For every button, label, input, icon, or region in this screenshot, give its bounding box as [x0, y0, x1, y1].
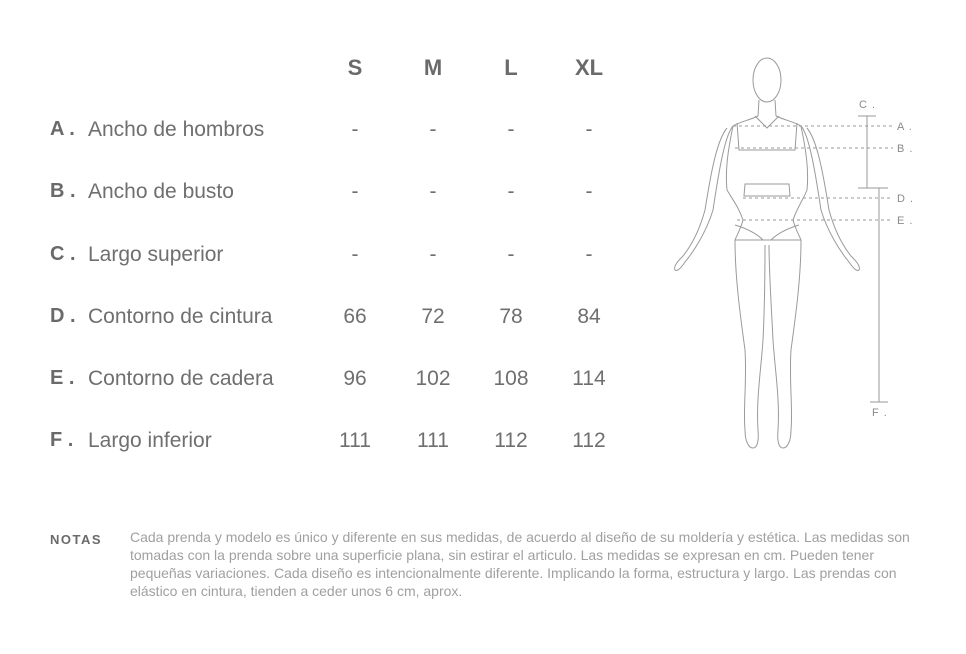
- row-letter: D .: [50, 305, 76, 327]
- figure-left-arm: [675, 126, 733, 271]
- row-label: Ancho de hombros: [88, 118, 265, 141]
- row-label: Largo superior: [88, 243, 224, 266]
- value-xl: -: [585, 180, 593, 203]
- measure-row-f: [0, 429, 640, 459]
- measure-row-a: [0, 118, 640, 148]
- value-s: 111: [339, 429, 371, 452]
- value-s: -: [351, 118, 359, 141]
- value-xl: 84: [577, 305, 601, 328]
- value-s: 66: [343, 305, 367, 328]
- row-letter: C .: [50, 243, 76, 265]
- notes-title: NOTAS: [50, 532, 103, 547]
- value-xl: 112: [572, 429, 606, 452]
- value-l: -: [507, 243, 515, 266]
- value-l: 108: [493, 367, 529, 390]
- value-l: 78: [499, 305, 523, 328]
- value-m: -: [429, 243, 437, 266]
- measure-row-e: [0, 367, 640, 397]
- figure-right-leg: [769, 240, 801, 448]
- body-figure-diagram: [655, 50, 935, 460]
- size-header-m: M: [423, 55, 443, 80]
- figure-label-b: B .: [897, 143, 914, 155]
- figure-brief: [735, 225, 799, 240]
- figure-head: [753, 58, 781, 102]
- value-l: -: [507, 180, 515, 203]
- value-xl: 114: [572, 367, 606, 390]
- figure-torso: [726, 116, 807, 240]
- value-m: 111: [417, 429, 449, 452]
- value-xl: -: [585, 118, 593, 141]
- notes-text: Cada prenda y modelo es único y diferente en sus medidas, de acuerdo al diseño de su moldería y estética. Las medidas son tomadas con la prenda sobre una superficie plana, sin estirar el articulo. Las medidas se expresan en cm. Pueden tener pequeñas variaciones. Cada diseño es intencionalmente diferente. Implicando la forma, estructura y largo. Las prendas con elástico en cintura, tienden a ceder unos 6 cm, aprox.: [130, 529, 910, 599]
- value-m: -: [429, 118, 437, 141]
- value-m: 102: [415, 367, 451, 390]
- row-letter: F .: [50, 429, 74, 451]
- value-m: 72: [421, 305, 445, 328]
- value-s: 96: [343, 367, 367, 390]
- figure-waistband: [744, 184, 790, 196]
- measure-row-b: [0, 180, 640, 210]
- value-s: -: [351, 243, 359, 266]
- value-l: -: [507, 118, 515, 141]
- figure-left-leg: [735, 240, 765, 448]
- size-header-s: S: [347, 55, 363, 80]
- figure-label-f: F .: [872, 407, 888, 419]
- row-label: Contorno de cintura: [88, 305, 273, 328]
- measure-row-d: [0, 305, 640, 335]
- row-label: Ancho de busto: [88, 180, 234, 203]
- row-letter: B .: [50, 180, 76, 202]
- measure-row-c: [0, 243, 640, 273]
- row-letter: A .: [50, 118, 75, 140]
- value-m: -: [429, 180, 437, 203]
- figure-label-c: C .: [859, 99, 877, 111]
- row-label: Contorno de cadera: [88, 367, 274, 390]
- value-l: 112: [494, 429, 528, 452]
- figure-label-a: A .: [897, 121, 913, 133]
- row-letter: E .: [50, 367, 75, 389]
- figure-label-d: D .: [897, 193, 915, 205]
- value-xl: -: [585, 243, 593, 266]
- figure-label-e: E .: [897, 215, 914, 227]
- size-header-xl: XL: [574, 55, 604, 80]
- value-s: -: [351, 180, 359, 203]
- size-header-l: L: [504, 55, 518, 80]
- row-label: Largo inferior: [88, 429, 212, 452]
